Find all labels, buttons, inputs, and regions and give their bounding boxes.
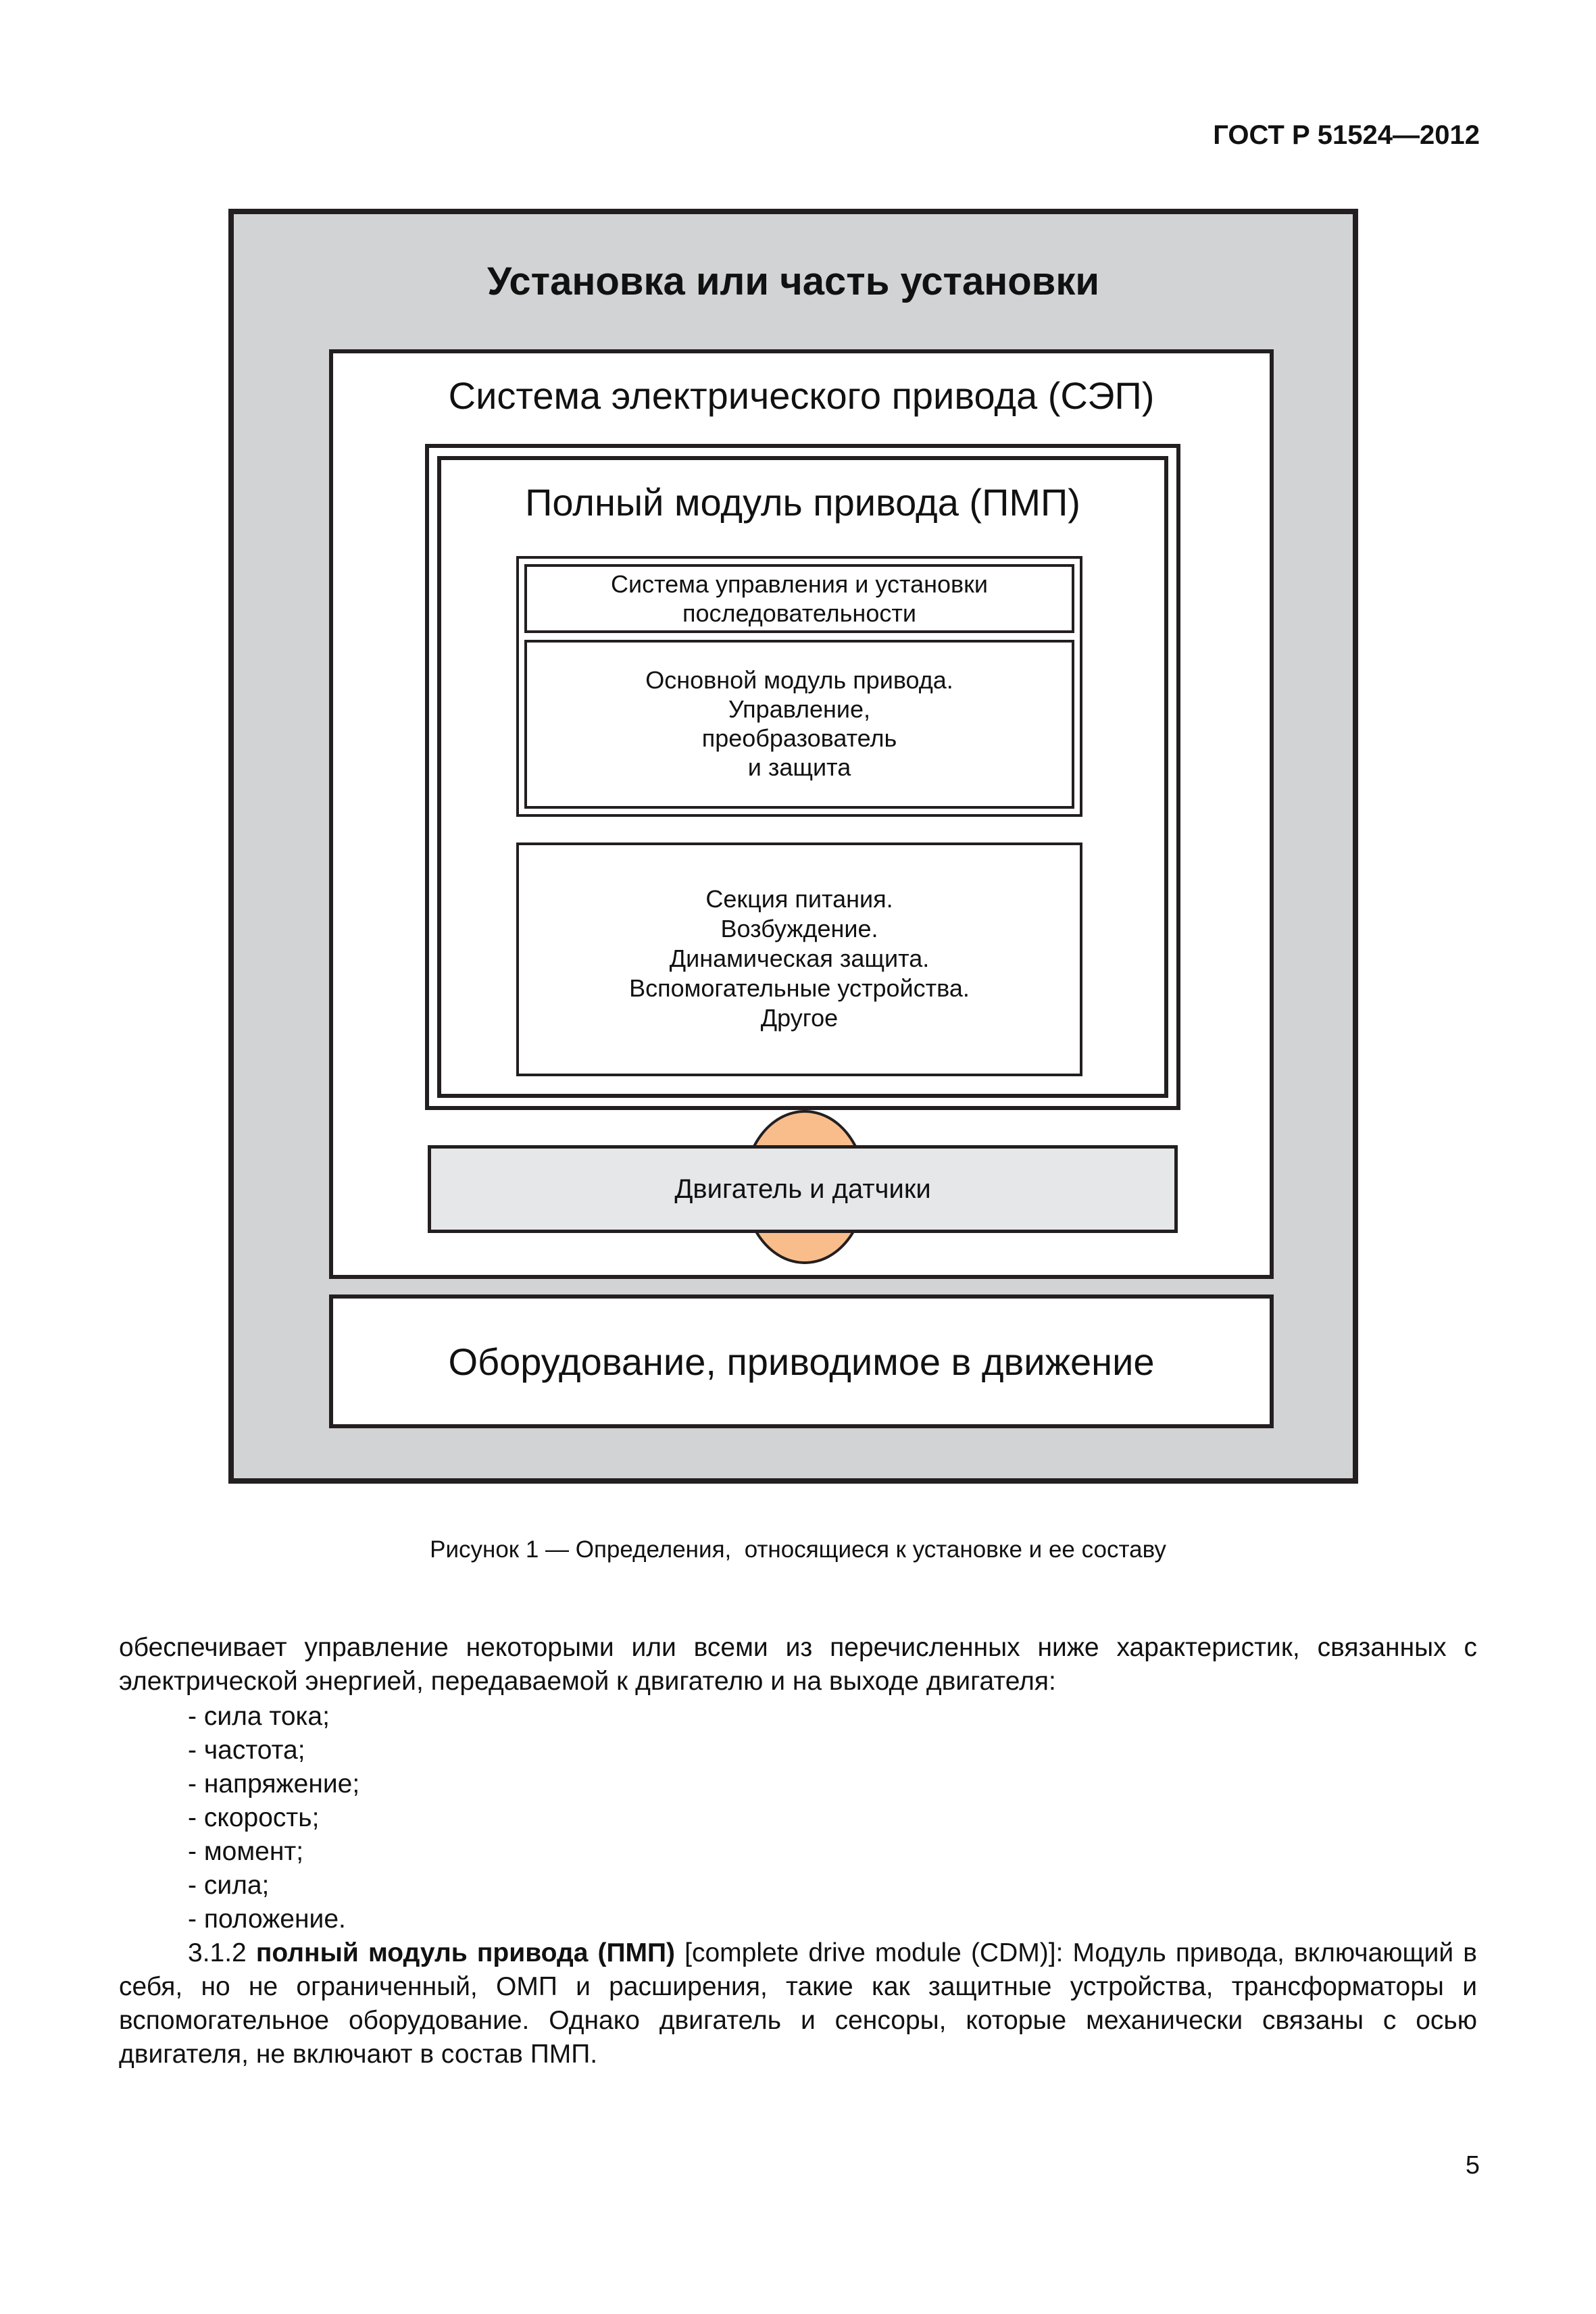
basic-drive-module-text: Основной модуль привода. Управление, преобразователь и защита [645, 666, 953, 781]
control-system-text: Система управления и установки последовательности [610, 570, 989, 627]
paragraph-3-1-2 [119, 1936, 1477, 2071]
driven-equipment-label: Оборудование, приводимое в движение [448, 1340, 1155, 1383]
sep-title: Система электрического привода (СЭП) [448, 374, 1155, 417]
page-number: 5 [1465, 2151, 1480, 2180]
installation-box [228, 209, 1358, 1484]
control-group [516, 556, 1082, 817]
figure-caption: Рисунок 1 — Определения, относящиеся к установке и ее составу [430, 1536, 1166, 1563]
power-section-text: Секция питания. Возбуждение. Динамическая защита. Вспомогательные устройства. Другое [629, 885, 970, 1032]
term-bold: полный модуль привода (ПМП) [255, 1938, 676, 1967]
list-item: - сила тока; [188, 1702, 330, 1731]
list-item: - сила; [188, 1871, 270, 1900]
pmp-box [425, 444, 1180, 1110]
list-item: - момент; [188, 1837, 304, 1866]
definition-text: [complete drive module (CDM)]: Модуль привода, включающий в себя, но не ограниченный, ОМП и расширения, такие как защитные устройства, трансформаторы и вспомогательное оборудование. Однако двигатель и сенсоры, которые механически связаны с осью двигателя, не включают в состав ПМП. [119, 1938, 1477, 2069]
power-section-box [516, 842, 1082, 1076]
list-item: - положение. [188, 1905, 346, 1934]
basic-drive-module-box [524, 640, 1074, 809]
pmp-title: Полный модуль привода (ПМП) [525, 481, 1080, 524]
list-item: - частота; [188, 1736, 305, 1765]
motor-sensors-box [428, 1145, 1178, 1233]
list-item: - скорость; [188, 1803, 320, 1832]
characteristics-list [188, 1700, 359, 1936]
installation-title: Установка или часть установки [487, 259, 1100, 303]
sep-box [329, 349, 1274, 1279]
standard-id: ГОСТ Р 51524—2012 [1213, 120, 1480, 150]
pmp-inner-border [437, 456, 1168, 1098]
paragraph-1: обеспечивает управление некоторыми или всеми из перечисленных ниже характеристик, связанных с электрической энергией, передаваемой к двигателю и на выходе двигателя: [119, 1633, 1477, 1696]
clause-number: 3.1.2 [188, 1938, 247, 1967]
motor-sensors-label: Двигатель и датчики [674, 1174, 931, 1204]
control-system-box [524, 564, 1074, 633]
list-item: - напряжение; [188, 1769, 360, 1799]
driven-equipment-box [329, 1294, 1274, 1428]
